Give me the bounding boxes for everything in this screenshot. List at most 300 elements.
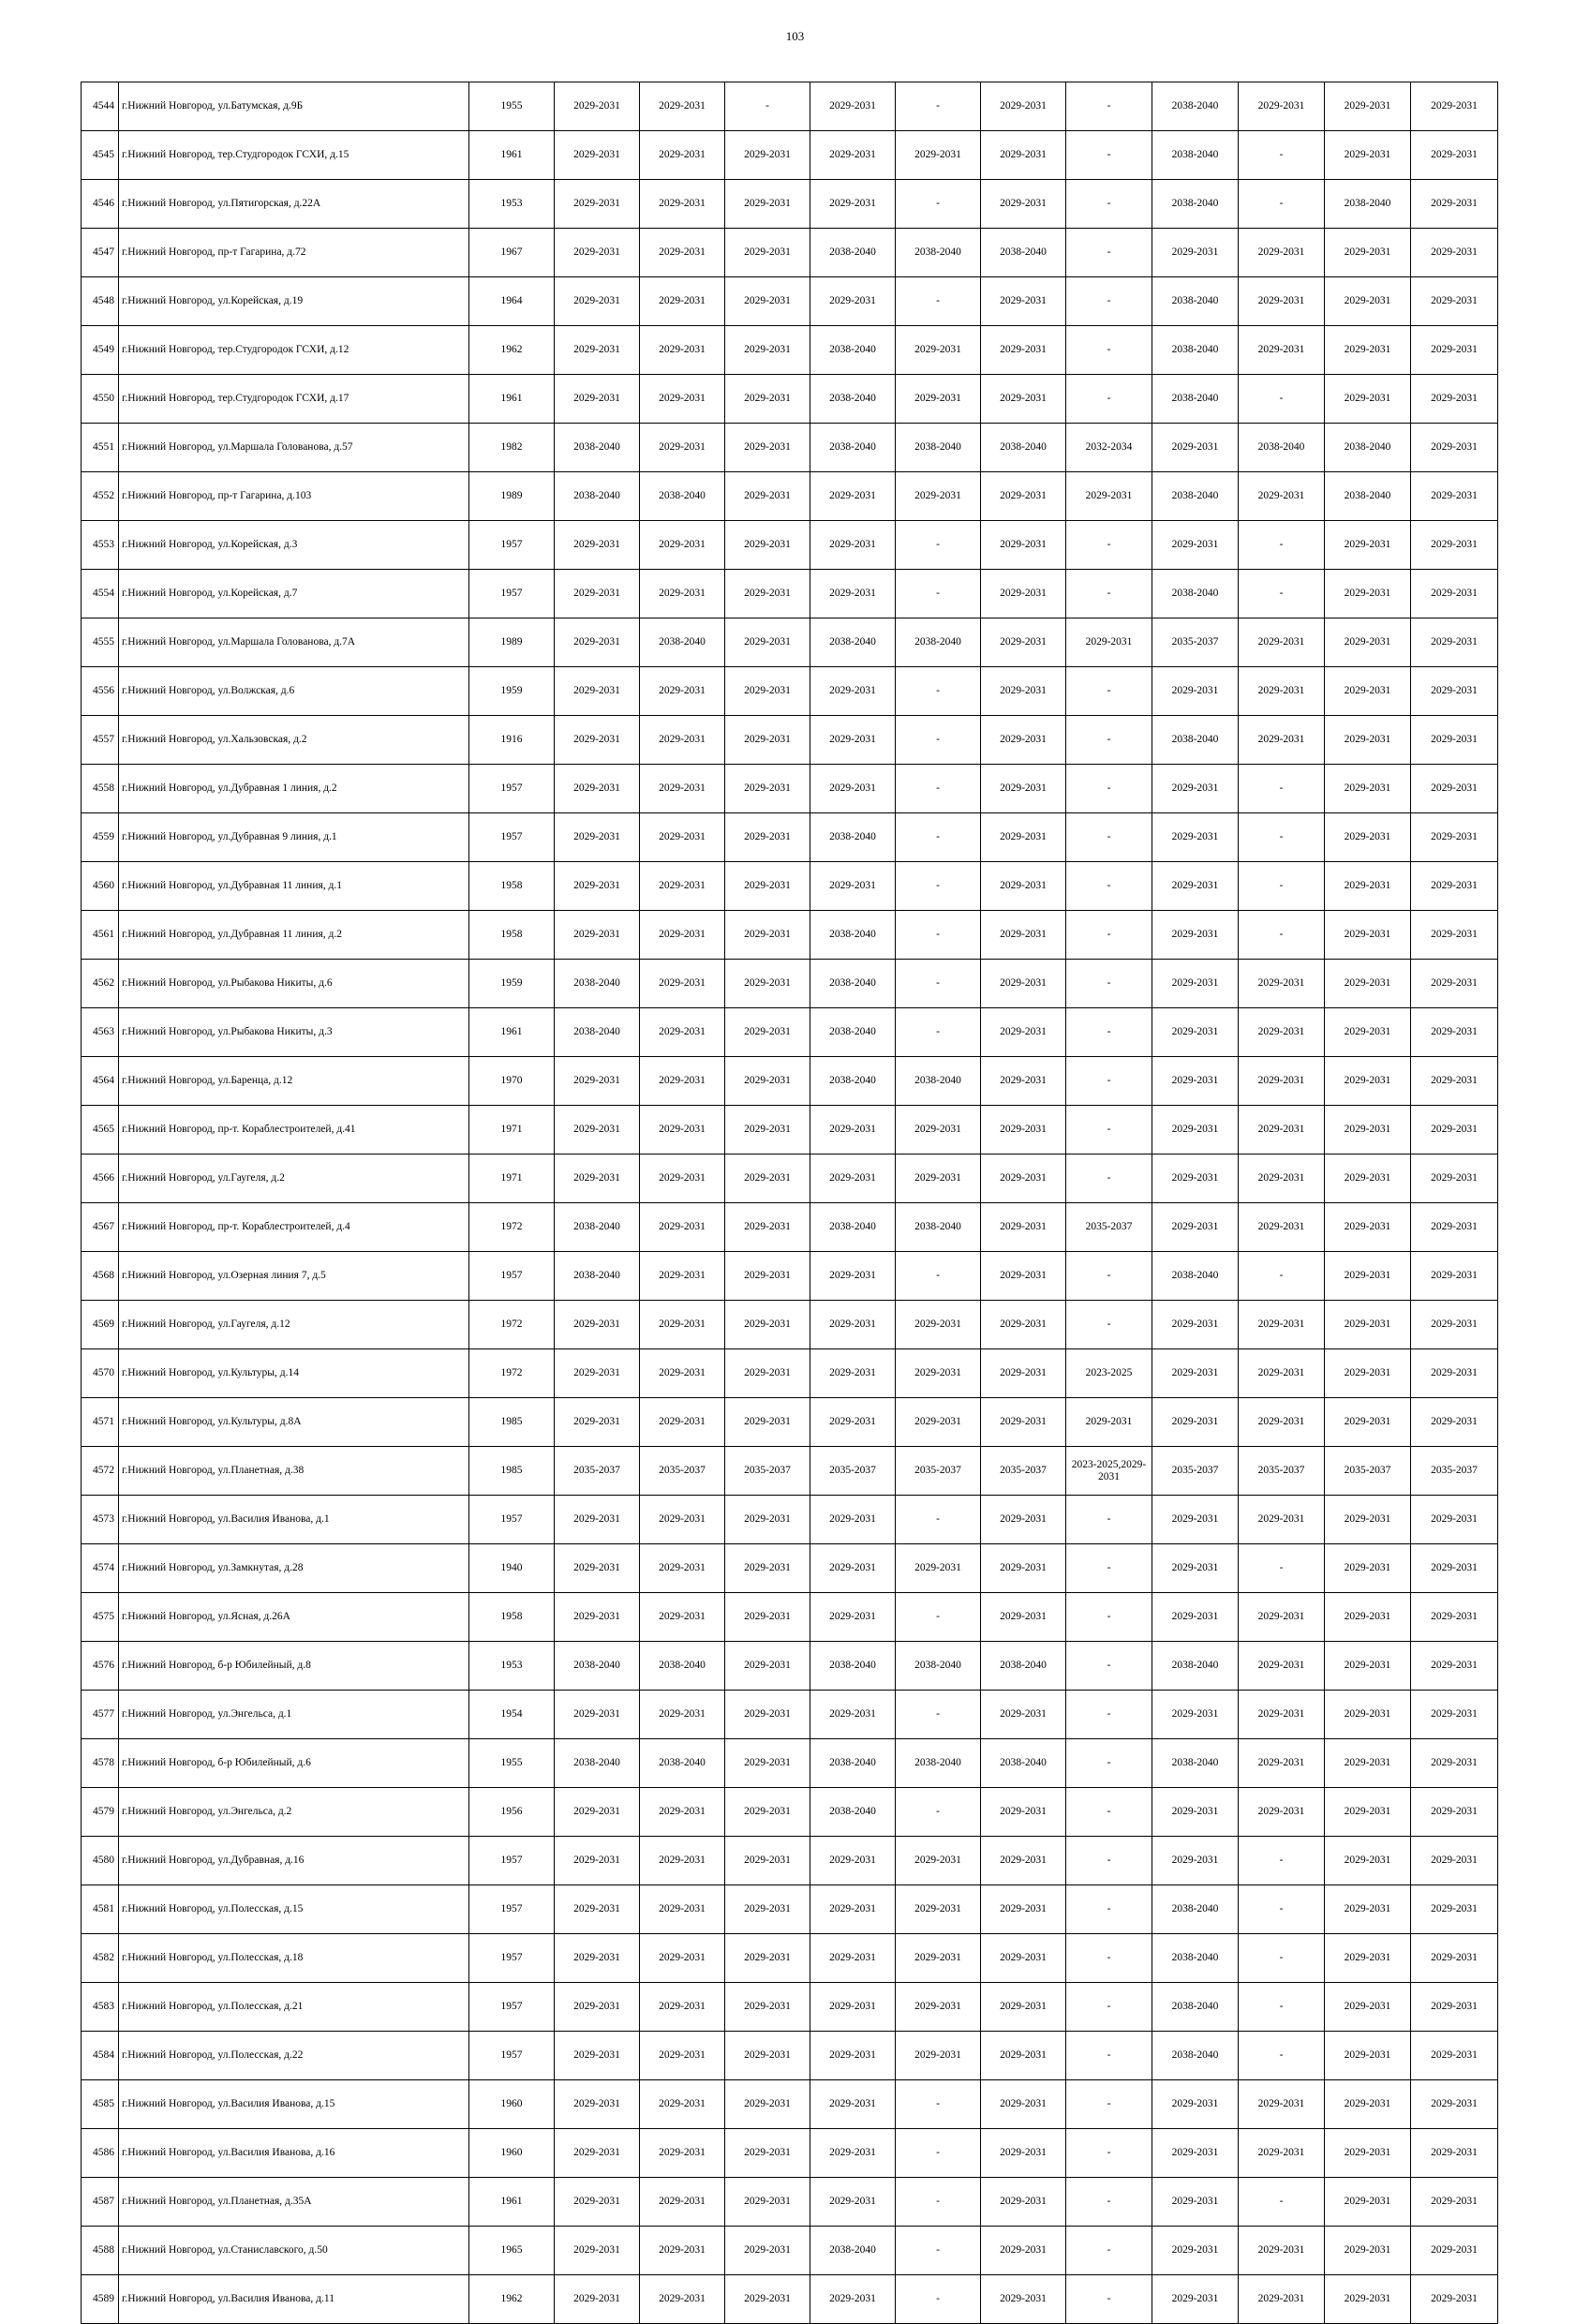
period-cell: - [1066,765,1152,813]
row-number-cell: 4583 [82,1983,119,2032]
period-cell: 2029-2031 [981,131,1066,180]
period-cell: 2035-2037 [810,1447,896,1496]
period-cell: 2029-2031 [896,375,981,424]
period-cell: 2029-2031 [1152,2178,1239,2227]
period-cell: 2038-2040 [810,375,896,424]
year-built-cell: 1971 [469,1155,555,1203]
period-cell: 2029-2031 [725,472,810,521]
period-cell: 2029-2031 [981,1885,1066,1934]
period-cell: - [1066,375,1152,424]
period-cell: - [1066,1788,1152,1837]
period-cell: 2029-2031 [1325,131,1411,180]
period-cell: 2029-2031 [640,375,725,424]
period-cell: 2029-2031 [1325,1496,1411,1544]
period-cell: - [1239,1885,1325,1934]
period-cell: 2029-2031 [1239,1739,1325,1788]
year-built-cell: 1958 [469,862,555,911]
period-cell: - [1066,2080,1152,2129]
table-row [82,1642,1498,1691]
period-cell: 2035-2037 [1152,1447,1239,1496]
period-cell: 2029-2031 [1152,1106,1239,1155]
year-built-cell: 1953 [469,180,555,229]
period-cell: 2029-2031 [640,765,725,813]
table-row [82,2080,1498,2129]
period-cell: 2029-2031 [725,1057,810,1106]
period-cell: 2038-2040 [1239,424,1325,472]
period-cell: 2029-2031 [725,2080,810,2129]
period-cell: 2029-2031 [1411,960,1498,1008]
table-row [82,1447,1498,1496]
period-cell: - [1239,1252,1325,1301]
period-cell: 2029-2031 [981,765,1066,813]
period-cell: 2029-2031 [981,326,1066,375]
period-cell: 2035-2037 [981,1447,1066,1496]
period-cell: 2038-2040 [640,1642,725,1691]
period-cell: 2029-2031 [725,1593,810,1642]
address-cell: г.Нижний Новгород, ул.Станиславского, д.50 [119,2227,469,2275]
period-cell: 2029-2031 [725,667,810,716]
period-cell: 2029-2031 [981,1349,1066,1398]
period-cell: 2029-2031 [725,1739,810,1788]
period-cell: 2029-2031 [640,2129,725,2178]
row-number-cell: 4573 [82,1496,119,1544]
table-row [82,521,1498,570]
period-cell: 2029-2031 [1152,813,1239,862]
row-number-cell: 4553 [82,521,119,570]
period-cell: 2029-2031 [725,2129,810,2178]
period-cell: 2029-2031 [981,1301,1066,1349]
period-cell: 2029-2031 [555,1301,640,1349]
period-cell: 2029-2031 [555,1788,640,1837]
period-cell: 2038-2040 [810,1642,896,1691]
period-cell: 2029-2031 [555,82,640,131]
period-cell: 2029-2031 [555,2080,640,2129]
period-cell: - [896,1788,981,1837]
period-cell: 2029-2031 [555,1593,640,1642]
row-number-cell: 4560 [82,862,119,911]
table-row [82,131,1498,180]
period-cell: - [1239,375,1325,424]
row-number-cell: 4554 [82,570,119,618]
period-cell: 2029-2031 [1325,1008,1411,1057]
period-cell: 2029-2031 [981,375,1066,424]
period-cell: 2029-2031 [1152,1301,1239,1349]
row-number-cell: 4551 [82,424,119,472]
period-cell: 2029-2031 [555,375,640,424]
row-number-cell: 4547 [82,229,119,277]
period-cell: 2038-2040 [555,1203,640,1252]
year-built-cell: 1957 [469,1885,555,1934]
period-cell: 2029-2031 [555,2275,640,2324]
year-built-cell: 1957 [469,765,555,813]
period-cell: 2029-2031 [1152,424,1239,472]
period-cell: 2029-2031 [1325,277,1411,326]
period-cell: 2029-2031 [1411,765,1498,813]
table-row [82,1983,1498,2032]
period-cell: - [1066,1544,1152,1593]
period-cell: 2038-2040 [555,1252,640,1301]
row-number-cell: 4577 [82,1691,119,1739]
period-cell: 2029-2031 [640,2178,725,2227]
period-cell: - [725,82,810,131]
period-cell: 2029-2031 [896,1885,981,1934]
period-cell: - [896,2178,981,2227]
period-cell: 2029-2031 [810,2032,896,2080]
period-cell: 2029-2031 [725,1496,810,1544]
period-cell: 2029-2031 [640,960,725,1008]
period-cell: 2029-2031 [640,1155,725,1203]
period-cell: 2029-2031 [1411,716,1498,765]
period-cell: 2029-2031 [555,1837,640,1885]
period-cell: - [1239,862,1325,911]
table-row [82,1155,1498,1203]
period-cell: 2029-2031 [1325,82,1411,131]
year-built-cell: 1954 [469,1691,555,1739]
period-cell: 2029-2031 [810,1496,896,1544]
period-cell: 2029-2031 [725,180,810,229]
period-cell: 2029-2031 [1152,1496,1239,1544]
period-cell: 2029-2031 [1239,1057,1325,1106]
address-cell: г.Нижний Новгород, тер.Студгородок ГСХИ, д.12 [119,326,469,375]
period-cell: 2029-2031 [1325,375,1411,424]
period-cell: - [896,2129,981,2178]
table-row [82,82,1498,131]
period-cell: 2029-2031 [1325,2080,1411,2129]
table-row [82,326,1498,375]
period-cell: 2029-2031 [555,1057,640,1106]
period-cell: 2029-2031 [810,1252,896,1301]
period-cell: 2029-2031 [981,1983,1066,2032]
period-cell: 2029-2031 [555,1934,640,1983]
table-row [82,180,1498,229]
period-cell: 2029-2031 [810,180,896,229]
row-number-cell: 4559 [82,813,119,862]
period-cell: - [1066,1496,1152,1544]
period-cell: 2029-2031 [725,1642,810,1691]
period-cell: - [1066,229,1152,277]
period-cell: 2029-2031 [1325,667,1411,716]
table-row [82,1691,1498,1739]
period-cell: 2029-2031 [555,180,640,229]
period-cell: 2038-2040 [1152,570,1239,618]
register-table [81,82,1498,2324]
period-cell: 2029-2031 [555,521,640,570]
period-cell: - [1066,1934,1152,1983]
period-cell: - [896,2227,981,2275]
year-built-cell: 1962 [469,326,555,375]
table-row [82,716,1498,765]
period-cell: 2029-2031 [640,862,725,911]
period-cell: 2029-2031 [725,521,810,570]
period-cell: 2029-2031 [1239,82,1325,131]
period-cell: 2038-2040 [810,2227,896,2275]
period-cell: 2029-2031 [1152,1155,1239,1203]
year-built-cell: 1962 [469,2275,555,2324]
period-cell: 2029-2031 [896,1349,981,1398]
period-cell: - [896,1496,981,1544]
period-cell: 2029-2031 [810,277,896,326]
period-cell: - [1066,960,1152,1008]
period-cell: 2038-2040 [810,424,896,472]
period-cell: 2029-2031 [555,1106,640,1155]
period-cell: 2038-2040 [896,1642,981,1691]
period-cell: 2029-2031 [1325,1106,1411,1155]
period-cell: 2038-2040 [640,472,725,521]
period-cell: 2029-2031 [810,472,896,521]
period-cell: 2029-2031 [640,180,725,229]
period-cell: 2029-2031 [1152,1788,1239,1837]
period-cell: 2029-2031 [1411,862,1498,911]
period-cell: 2029-2031 [981,2032,1066,2080]
table-row [82,375,1498,424]
period-cell: 2029-2031 [725,1106,810,1155]
period-cell: 2029-2031 [810,1593,896,1642]
address-cell: г.Нижний Новгород, б-р Юбилейный, д.6 [119,1739,469,1788]
period-cell: - [1066,667,1152,716]
row-number-cell: 4589 [82,2275,119,2324]
period-cell: 2029-2031 [640,1008,725,1057]
address-cell: г.Нижний Новгород, ул.Планетная, д.38 [119,1447,469,1496]
period-cell: 2029-2031 [555,1885,640,1934]
period-cell: 2029-2031 [1411,1252,1498,1301]
period-cell: 2029-2031 [1411,1593,1498,1642]
period-cell: 2029-2031 [1411,1203,1498,1252]
period-cell: 2029-2031 [896,1155,981,1203]
table-row [82,1934,1498,1983]
period-cell: 2029-2031 [1325,1544,1411,1593]
period-cell: 2029-2031 [1239,1691,1325,1739]
period-cell: 2029-2031 [640,1788,725,1837]
period-cell: 2029-2031 [1239,326,1325,375]
row-number-cell: 4548 [82,277,119,326]
period-cell: 2038-2040 [896,1057,981,1106]
address-cell: г.Нижний Новгород, ул.Дубравная 11 линия, д.1 [119,862,469,911]
table-row [82,277,1498,326]
period-cell: 2029-2031 [1152,521,1239,570]
period-cell: 2029-2031 [725,2227,810,2275]
period-cell: 2029-2031 [640,1983,725,2032]
address-cell: г.Нижний Новгород, ул.Гаугеля, д.2 [119,1155,469,1203]
row-number-cell: 4544 [82,82,119,131]
period-cell: - [896,813,981,862]
period-cell: 2029-2031 [896,2032,981,2080]
table-row [82,1057,1498,1106]
period-cell: 2029-2031 [981,1057,1066,1106]
table-row [82,765,1498,813]
period-cell: 2029-2031 [981,2129,1066,2178]
period-cell: 2029-2031 [1152,1544,1239,1593]
year-built-cell: 1972 [469,1349,555,1398]
register-body [82,82,1498,2324]
period-cell: 2029-2031 [1239,2080,1325,2129]
row-number-cell: 4556 [82,667,119,716]
period-cell: 2029-2031 [1239,1788,1325,1837]
period-cell: 2029-2031 [981,960,1066,1008]
period-cell: 2029-2031 [1325,1788,1411,1837]
period-cell: 2038-2040 [1152,180,1239,229]
period-cell: 2035-2037 [1239,1447,1325,1496]
year-built-cell: 1965 [469,2227,555,2275]
table-row [82,2178,1498,2227]
row-number-cell: 4561 [82,911,119,960]
row-number-cell: 4574 [82,1544,119,1593]
period-cell: 2029-2031 [1152,765,1239,813]
period-cell: 2029-2031 [555,813,640,862]
address-cell: г.Нижний Новгород, ул.Замкнутая, д.28 [119,1544,469,1593]
year-built-cell: 1940 [469,1544,555,1593]
period-cell: 2029-2031 [555,277,640,326]
period-cell: - [896,1008,981,1057]
period-cell: 2029-2031 [1325,229,1411,277]
period-cell: 2029-2031 [1066,472,1152,521]
period-cell: 2029-2031 [1239,1642,1325,1691]
period-cell: - [1239,180,1325,229]
period-cell: 2029-2031 [1152,1398,1239,1447]
table-row [82,911,1498,960]
period-cell: - [1066,180,1152,229]
period-cell: 2029-2031 [725,1252,810,1301]
period-cell: - [1066,1593,1152,1642]
period-cell: - [1066,277,1152,326]
period-cell: 2029-2031 [725,1008,810,1057]
period-cell: 2029-2031 [810,1934,896,1983]
period-cell: 2029-2031 [810,716,896,765]
period-cell: 2038-2040 [1152,131,1239,180]
row-number-cell: 4579 [82,1788,119,1837]
period-cell: 2029-2031 [1152,2275,1239,2324]
address-cell: г.Нижний Новгород, ул.Маршала Голованова, д.57 [119,424,469,472]
period-cell: 2029-2031 [981,472,1066,521]
row-number-cell: 4558 [82,765,119,813]
period-cell: 2029-2031 [1411,1837,1498,1885]
period-cell: 2029-2031 [1325,521,1411,570]
period-cell: 2029-2031 [725,1301,810,1349]
period-cell: 2038-2040 [1325,472,1411,521]
year-built-cell: 1972 [469,1203,555,1252]
period-cell: - [896,1691,981,1739]
period-cell: 2029-2031 [555,2129,640,2178]
period-cell: 2038-2040 [1152,375,1239,424]
period-cell: 2029-2031 [1239,277,1325,326]
period-cell: - [1066,326,1152,375]
period-cell: 2029-2031 [1152,1057,1239,1106]
row-number-cell: 4572 [82,1447,119,1496]
period-cell: 2029-2031 [1411,1008,1498,1057]
period-cell: 2029-2031 [725,326,810,375]
period-cell: 2029-2031 [1152,1349,1239,1398]
year-built-cell: 1953 [469,1642,555,1691]
period-cell: 2038-2040 [896,618,981,667]
period-cell: 2029-2031 [555,2032,640,2080]
period-cell: 2029-2031 [1411,813,1498,862]
address-cell: г.Нижний Новгород, ул.Энгельса, д.1 [119,1691,469,1739]
table-row [82,1008,1498,1057]
period-cell: 2029-2031 [725,1934,810,1983]
period-cell: 2029-2031 [810,765,896,813]
address-cell: г.Нижний Новгород, ул.Культуры, д.8А [119,1398,469,1447]
table-row [82,813,1498,862]
period-cell: 2029-2031 [981,1203,1066,1252]
row-number-cell: 4575 [82,1593,119,1642]
period-cell: 2035-2037 [1066,1203,1152,1252]
year-built-cell: 1957 [469,570,555,618]
address-cell: г.Нижний Новгород, ул.Гаугеля, д.12 [119,1301,469,1349]
period-cell: 2029-2031 [1152,2227,1239,2275]
year-built-cell: 1957 [469,1252,555,1301]
period-cell: 2038-2040 [810,1057,896,1106]
period-cell: 2029-2031 [810,667,896,716]
period-cell: 2029-2031 [1411,1691,1498,1739]
period-cell: 2035-2037 [725,1447,810,1496]
period-cell: 2029-2031 [1411,424,1498,472]
period-cell: 2029-2031 [1325,1739,1411,1788]
period-cell: 2038-2040 [981,229,1066,277]
year-built-cell: 1989 [469,618,555,667]
period-cell: 2029-2031 [896,1544,981,1593]
period-cell: 2029-2031 [1152,862,1239,911]
period-cell: 2029-2031 [555,1349,640,1398]
period-cell: 2029-2031 [1411,1155,1498,1203]
period-cell: 2029-2031 [555,1155,640,1203]
year-built-cell: 1972 [469,1301,555,1349]
period-cell: 2029-2031 [1411,2227,1498,2275]
table-row [82,1252,1498,1301]
period-cell: 2029-2031 [640,1252,725,1301]
period-cell: 2029-2031 [640,667,725,716]
period-cell: 2029-2031 [640,716,725,765]
period-cell: 2029-2031 [1325,960,1411,1008]
table-row [82,1788,1498,1837]
period-cell: 2038-2040 [896,1739,981,1788]
address-cell: г.Нижний Новгород, ул.Маршала Голованова, д.7А [119,618,469,667]
period-cell: 2029-2031 [1066,618,1152,667]
period-cell: - [1239,570,1325,618]
period-cell: - [1066,2129,1152,2178]
address-cell: г.Нижний Новгород, ул.Корейская, д.3 [119,521,469,570]
period-cell: - [896,765,981,813]
address-cell: г.Нижний Новгород, ул.Энгельса, д.2 [119,1788,469,1837]
period-cell: 2029-2031 [640,570,725,618]
period-cell: 2029-2031 [725,813,810,862]
period-cell: 2038-2040 [555,1008,640,1057]
year-built-cell: 1961 [469,375,555,424]
period-cell: - [1239,1934,1325,1983]
period-cell: 2029-2031 [1325,1203,1411,1252]
row-number-cell: 4545 [82,131,119,180]
period-cell: - [1066,911,1152,960]
period-cell: 2029-2031 [725,1837,810,1885]
period-cell: 2038-2040 [1152,1934,1239,1983]
period-cell: 2038-2040 [810,618,896,667]
period-cell: 2029-2031 [725,1203,810,1252]
period-cell: 2029-2031 [725,2032,810,2080]
period-cell: 2029-2031 [981,180,1066,229]
row-number-cell: 4585 [82,2080,119,2129]
period-cell: 2029-2031 [1239,1593,1325,1642]
address-cell: г.Нижний Новгород, ул.Дубравная 1 линия, д.2 [119,765,469,813]
year-built-cell: 1956 [469,1788,555,1837]
period-cell: 2029-2031 [555,1496,640,1544]
period-cell: 2029-2031 [725,1544,810,1593]
period-cell: 2038-2040 [1152,82,1239,131]
row-number-cell: 4566 [82,1155,119,1203]
period-cell: 2029-2031 [555,716,640,765]
period-cell: 2029-2031 [981,1837,1066,1885]
address-cell: г.Нижний Новгород, ул.Василия Иванова, д.15 [119,2080,469,2129]
row-number-cell: 4582 [82,1934,119,1983]
period-cell: 2029-2031 [725,1349,810,1398]
period-cell: 2029-2031 [981,1788,1066,1837]
